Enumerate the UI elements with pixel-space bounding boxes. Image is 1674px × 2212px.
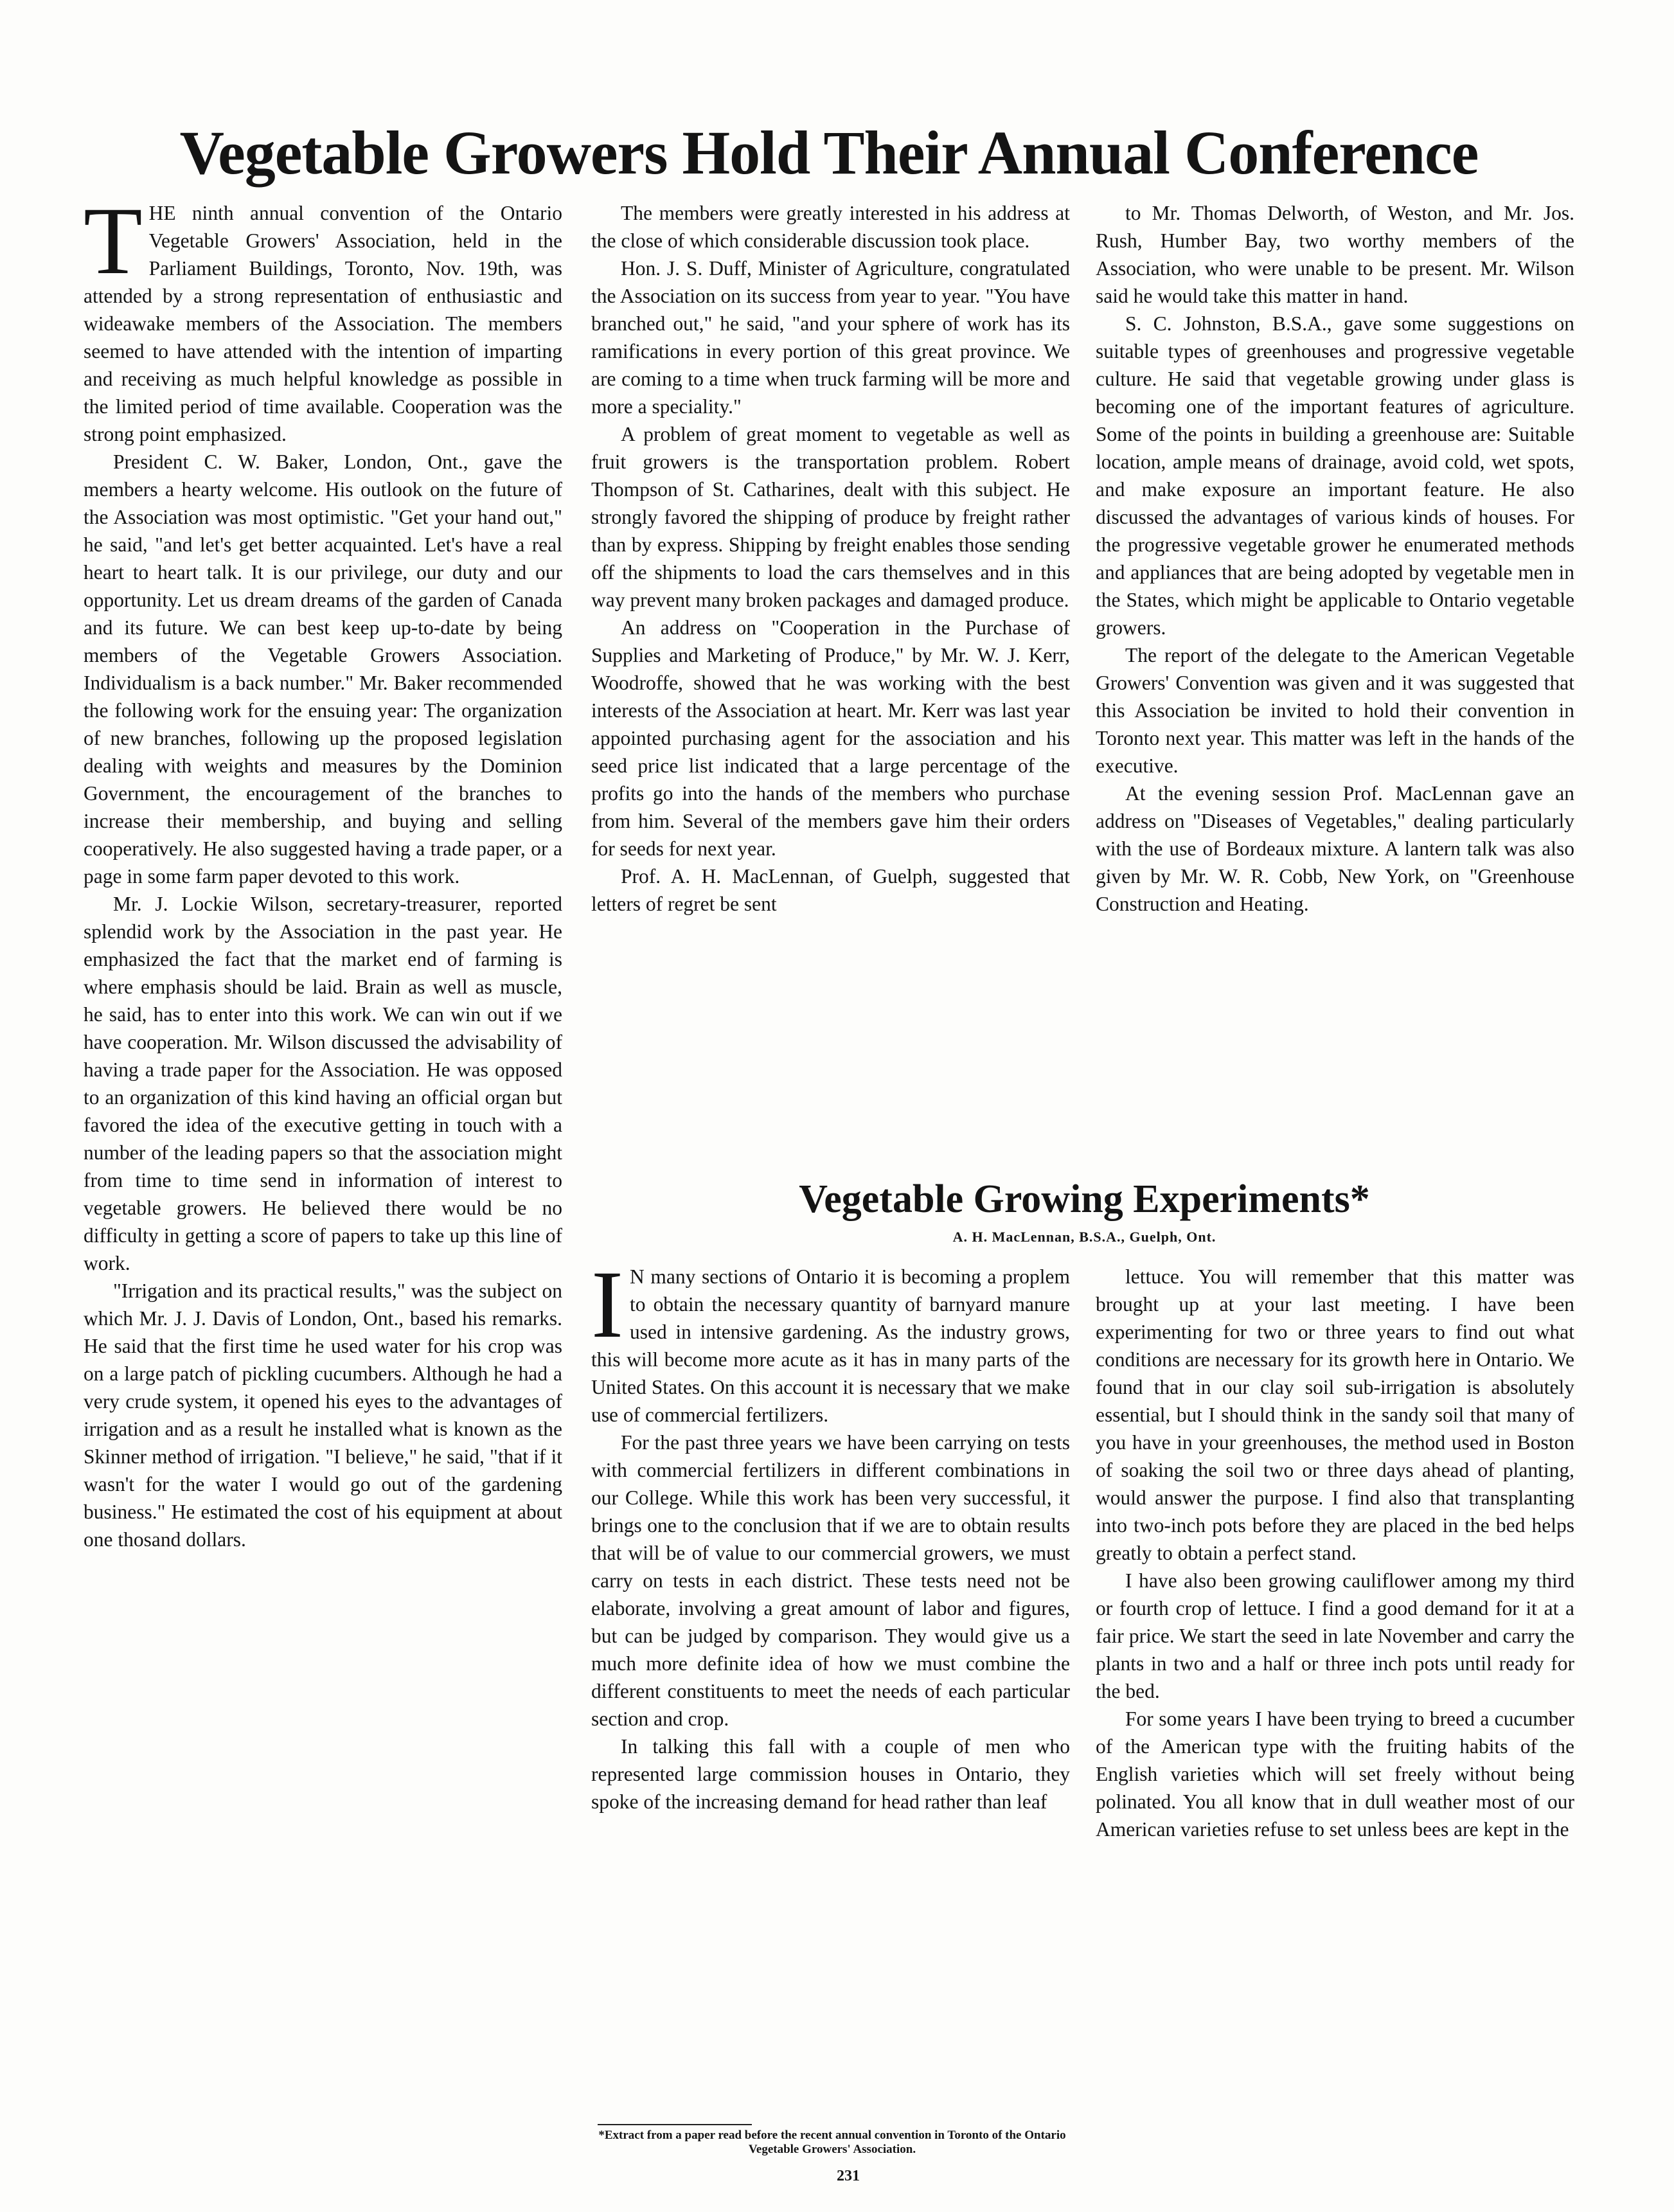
paragraph: Mr. J. Lockie Wilson, secretary-treasurer, reported splendid work by the Association in the past year. He emphasized the fact that the market end of farming is where emphasis should be laid. Brain as well as muscle, he said, has to enter into this work. We can win out if we have cooperation. Mr. Wilson discussed the advisability of having a trade paper for the Association. He was opposed to an organization of this kind having an official organ but favored the idea of the executive getting in touch with a number of the leading papers so that the association might from time to time send in information of interest to vegetable growers. He believed there would be no difficulty in getting a score of papers to take up this line of work. [84, 893, 562, 1274]
paragraph [591, 1251, 1070, 1429]
paragraph: A problem of great moment to vegetable as well as fruit growers is the transportation problem. Robert Thompson of St. Catharines, dealt with this subject. He strongly favored the shipping of produce by freight rather than by express. Shipping by freight enables those sending off the shipments to load the cars themselves and in this way prevent many broken packages and damaged produce. [591, 423, 1070, 611]
article1-column-2 [591, 199, 1070, 1176]
paragraph: to Mr. Thomas Delworth, of Weston, and Mr. Jos. Rush, Humber Bay, two worthy members of the Association, who were unable to be present. Mr. Wilson said he would take this matter in hand. [1096, 202, 1574, 307]
paragraph: lettuce. You will remember that this matter was brought up at your last meeting. I have been experimenting for two or three years to find out what conditions are necessary for its growth here in Ontario. We found that in our clay soil sub-irrigation is absolutely essential, but I should think in the sandy soil that many of you have in your greenhouses, the method used in Boston of soaking the soil two or three days ahead of planting, would answer the purpose. I find also that transplanting into two-inch pots before they are placed in the bed helps greatly to obtain a perfect stand. [1096, 1265, 1574, 1564]
paragraph: I have also been growing cauliflower among my third or fourth crop of lettuce. I find a good demand for it at a fair price. We start the seed in late November and carry the plants in two and a half or three inch pots until ready for the bed. [1096, 1569, 1574, 1702]
footnote: *Extract from a paper read before the recent annual convention in Toronto of the Ontario Vegetable Growers' Association. [598, 2128, 1066, 2156]
paragraph: In talking this fall with a couple of men who represented large commission houses in Ontario, they spoke of the increasing demand for head rather than leaf [591, 1735, 1070, 1813]
paragraph: S. C. Johnston, B.S.A., gave some suggestions on suitable types of greenhouses and progressive vegetable culture. He said that vegetable growing under glass is becoming one of the important features of agriculture. Some of the points in building a greenhouse are: Suitable location, ample means of drainage, avoid cold, wet spots, and make exposure an important feature. He also discussed the advantages of various kinds of houses. For the progressive vegetable grower he enumerated methods and appliances that are being adopted by vegetable men in the States, which might be applicable to Ontario vegetable growers. [1096, 312, 1574, 639]
paragraph: The members were greatly interested in his address at the close of which considerable discussion took place. [591, 202, 1070, 252]
paragraph: President C. W. Baker, London, Ont., gave the members a hearty welcome. His outlook on the future of the Association was most optimistic. "Get your hand out," he said, "and let's get better acquainted. Let's have a real heart to heart talk. It is our privilege, our duty and our opportunity. Let us dream dreams of the garden of Canada and its future. We can best keep up-to-date by being members of the Vegetable Growers Association. Individualism is a back number." Mr. Baker recommended the following work for the ensuing year: The organization of new branches, following up the proposed legislation dealing with weights and measures by the Dominion Government, the encouragement of the branches to increase their membership, and buying and selling cooperatively. He also suggested having a trade paper, or a page in some farm paper devoted to this work. [84, 450, 562, 887]
footnote-divider [598, 2124, 752, 2125]
drop-cap: T [84, 188, 143, 294]
paragraph-text: HE ninth annual convention of the Ontario Vegetable Growers' Association, held in the Parliament Buildings, Toronto, Nov. 19th, was attended by a strong representation of enthusiastic and wideawake members of the Association. The members seemed to have attended with the intention of imparting and receiving as much helpful knowledge as possible in the limited period of time available. Cooperation was the strong point emphasized. [84, 202, 562, 445]
paragraph: Prof. A. H. MacLennan, of Guelph, suggested that letters of regret be sent [591, 865, 1070, 915]
article2-column-2 [1096, 1263, 1574, 2175]
article-headline: Vegetable Growers Hold Their Annual Conference [179, 118, 1479, 187]
paragraph: "Irrigation and its practical results," was the subject on which Mr. J. J. Davis of London, Ont., based his remarks. He said that the first time he used water for his crop was on a large patch of pickling cucumbers. Although he had a very crude system, it opened his eyes to the advantages of irrigation and as a result he installed what is known as the Skinner method of irrigation. "I believe," he said, "that if it wasn't for the water I would go out of the gardening business." He estimated the cost of his equipment at about one thosand dollars. [84, 1280, 562, 1551]
paragraph: For some years I have been trying to breed a cucumber of the American type with the fruiting habits of the English varieties which will set freely without being polinated. You all know that in dull weather most of our American varieties refuse to set unless bees are kept in the [1096, 1708, 1574, 1841]
article2-column-1 [591, 1251, 1070, 2175]
paragraph: An address on "Cooperation in the Purchase of Supplies and Marketing of Produce," by Mr. W. J. Kerr, Woodroffe, showed that he was working with the best interests of the Association at heart. Mr. Kerr was last year appointed purchasing agent for the association and his seed price list indicated that a large percentage of the profits go into the hands of the members who purchase from him. Several of the members gave him their orders for seeds for next year. [591, 616, 1070, 860]
paragraph [84, 188, 562, 448]
article2-headline: Vegetable Growing Experiments* [799, 1177, 1370, 1221]
paragraph: At the evening session Prof. MacLennan gave an address on "Diseases of Vegetables," dealing particularly with the use of Bordeaux mixture. A lantern talk was also given by Mr. W. R. Cobb, New York, on "Greenhouse Construction and Heating. [1096, 782, 1574, 915]
page-number: 231 [837, 2168, 860, 2184]
article1-column-1 [84, 188, 562, 2153]
article1-column-3 [1096, 199, 1574, 1176]
drop-cap: I [591, 1251, 623, 1358]
paragraph: For the past three years we have been carrying on tests with commercial fertilizers in different combinations in our College. While this work has been very successful, it brings one to the conclusion that if we are to obtain results that will be of value to our commercial growers, we must carry on tests in each district. These tests need not be elaborate, involving a great amount of labor and figures, but can be judged by comparison. They would give us a much more definite idea of how we must combine the different constituents to meet the needs of each particular section and crop. [591, 1431, 1070, 1730]
paragraph: The report of the delegate to the American Vegetable Growers' Convention was given and it was suggested that this Association be invited to hold their convention in Toronto next year. This matter was left in the hands of the executive. [1096, 644, 1574, 777]
paragraph-text: N many sections of Ontario it is becoming a proplem to obtain the necessary quantity of barnyard manure used in intensive gardening. As the industry grows, this will become more acute as it has in many parts of the United States. On this account it is necessary that we make use of commercial fertilizers. [591, 1265, 1070, 1426]
article2-byline: A. H. MacLennan, B.S.A., Guelph, Ont. [952, 1229, 1216, 1245]
paragraph: Hon. J. S. Duff, Minister of Agriculture, congratulated the Association on its success from year to year. "You have branched out," he said, "and your sphere of work has its ramifications in every portion of this great province. We are coming to a time when truck farming will be more and more a speciality." [591, 257, 1070, 418]
